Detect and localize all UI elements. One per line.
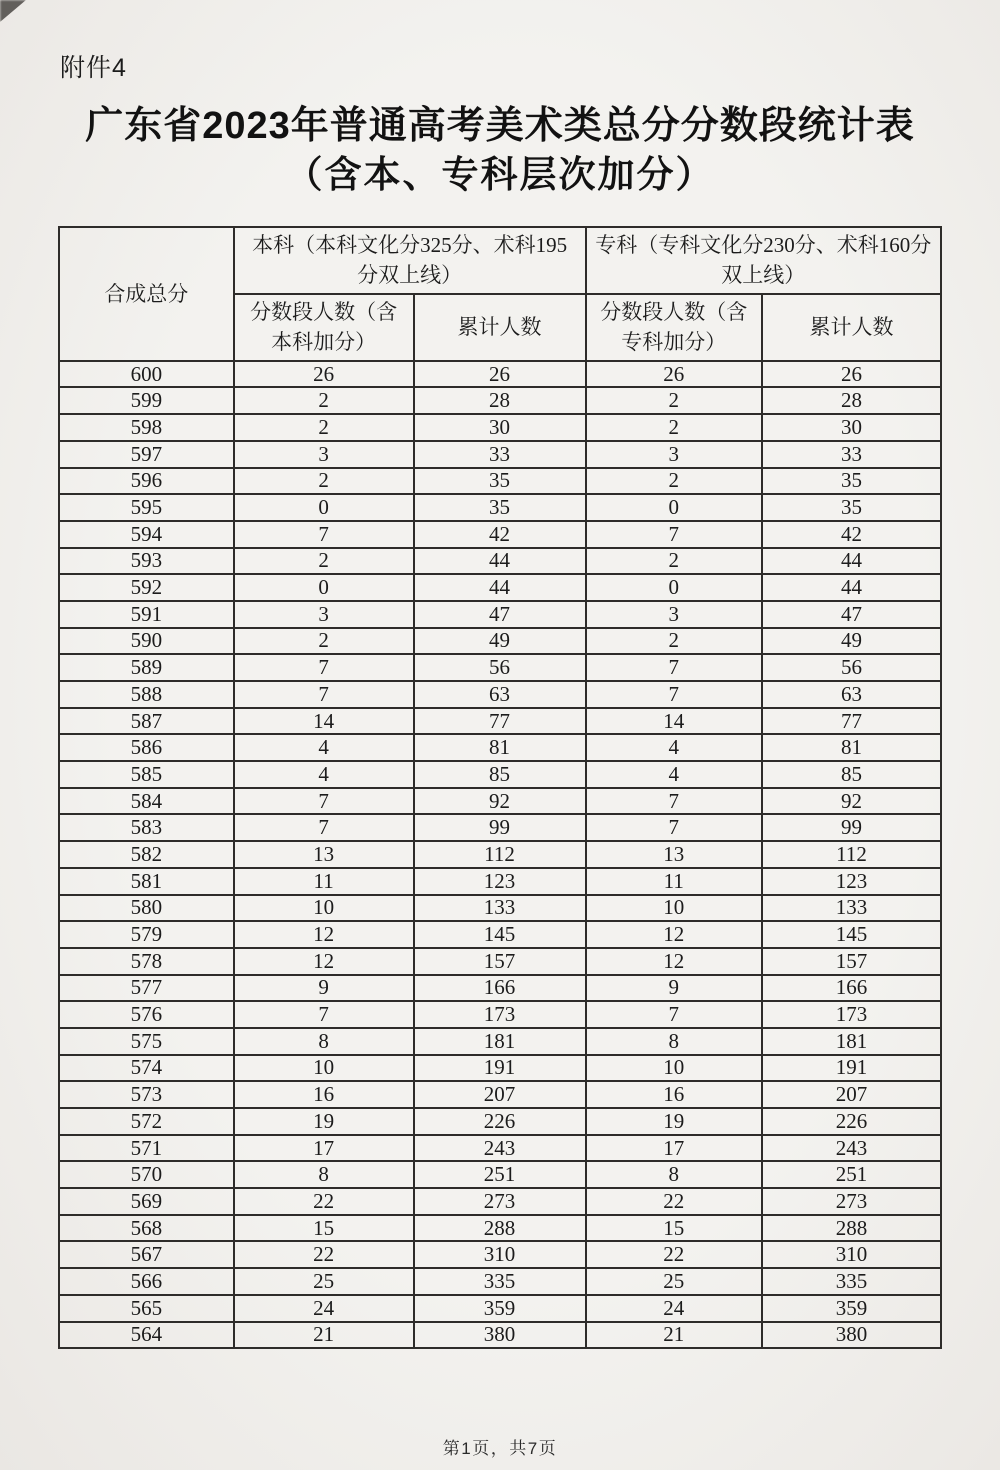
zhuanke-group-header: 专科（专科文化分230分、术科160分双上线） <box>586 227 941 294</box>
table-row <box>59 494 941 521</box>
composite-score-cell: 588 <box>59 681 234 708</box>
zhuanke-cumulative-cell: 173 <box>762 1001 941 1028</box>
benke-segment-count-cell: 7 <box>234 521 414 548</box>
benke-segment-count-cell: 7 <box>234 814 414 841</box>
benke-segment-count-cell: 22 <box>234 1241 414 1268</box>
table-row <box>59 681 941 708</box>
zhuanke-cumulative-cell: 81 <box>762 734 941 761</box>
zhuanke-segment-count-header: 分数段人数（含专科加分） <box>586 294 762 361</box>
zhuanke-segment-count-cell: 4 <box>586 734 762 761</box>
benke-segment-count-cell: 7 <box>234 1001 414 1028</box>
zhuanke-segment-count-cell: 10 <box>586 1055 762 1082</box>
score-table-header <box>59 227 941 361</box>
zhuanke-segment-count-cell: 2 <box>586 628 762 655</box>
benke-segment-count-cell: 2 <box>234 468 414 495</box>
benke-cumulative-cell: 191 <box>414 1055 586 1082</box>
benke-segment-count-cell: 14 <box>234 708 414 735</box>
zhuanke-cumulative-cell: 33 <box>762 441 941 468</box>
benke-cumulative-cell: 92 <box>414 788 586 815</box>
zhuanke-segment-count-cell: 9 <box>586 975 762 1002</box>
composite-score-cell: 594 <box>59 521 234 548</box>
score-table-body <box>59 361 941 1348</box>
benke-cumulative-cell: 133 <box>414 895 586 922</box>
benke-segment-count-cell: 15 <box>234 1215 414 1242</box>
zhuanke-segment-count-cell: 8 <box>586 1028 762 1055</box>
table-row <box>59 1001 941 1028</box>
zhuanke-cumulative-cell: 77 <box>762 708 941 735</box>
table-row <box>59 1081 941 1108</box>
composite-score-cell: 583 <box>59 814 234 841</box>
benke-segment-count-cell: 7 <box>234 681 414 708</box>
zhuanke-cumulative-cell: 145 <box>762 921 941 948</box>
table-row <box>59 1188 941 1215</box>
group-header-row <box>59 227 941 294</box>
benke-segment-count-cell: 17 <box>234 1135 414 1162</box>
benke-cumulative-cell: 99 <box>414 814 586 841</box>
benke-cumulative-cell: 47 <box>414 601 586 628</box>
benke-cumulative-cell: 28 <box>414 387 586 414</box>
benke-cumulative-cell: 166 <box>414 975 586 1002</box>
benke-cumulative-cell: 81 <box>414 734 586 761</box>
page-number-footer: 第1页，共7页 <box>442 1439 558 1458</box>
zhuanke-segment-count-cell: 2 <box>586 414 762 441</box>
benke-cumulative-cell: 207 <box>414 1081 586 1108</box>
benke-segment-count-cell: 10 <box>234 1055 414 1082</box>
zhuanke-segment-count-cell: 3 <box>586 441 762 468</box>
zhuanke-segment-count-cell: 8 <box>586 1161 762 1188</box>
composite-score-cell: 574 <box>59 1055 234 1082</box>
table-row <box>59 1295 941 1322</box>
table-row <box>59 574 941 601</box>
zhuanke-segment-count-cell: 13 <box>586 841 762 868</box>
table-row <box>59 975 941 1002</box>
zhuanke-segment-count-cell: 15 <box>586 1215 762 1242</box>
table-row <box>59 1241 941 1268</box>
composite-score-cell: 575 <box>59 1028 234 1055</box>
benke-segment-count-cell: 3 <box>234 441 414 468</box>
composite-score-cell: 565 <box>59 1295 234 1322</box>
table-row <box>59 1028 941 1055</box>
composite-score-cell: 573 <box>59 1081 234 1108</box>
table-row <box>59 734 941 761</box>
composite-score-cell: 579 <box>59 921 234 948</box>
table-row <box>59 868 941 895</box>
zhuanke-segment-count-cell: 17 <box>586 1135 762 1162</box>
zhuanke-cumulative-cell: 166 <box>762 975 941 1002</box>
table-row <box>59 921 941 948</box>
benke-segment-count-cell: 4 <box>234 761 414 788</box>
table-row <box>59 601 941 628</box>
composite-score-cell: 596 <box>59 468 234 495</box>
table-row <box>59 895 941 922</box>
zhuanke-segment-count-cell: 3 <box>586 601 762 628</box>
benke-group-header: 本科（本科文化分325分、术科195分双上线） <box>234 227 586 294</box>
benke-segment-count-cell: 0 <box>234 574 414 601</box>
benke-cumulative-cell: 273 <box>414 1188 586 1215</box>
benke-segment-count-cell: 22 <box>234 1188 414 1215</box>
benke-segment-count-cell: 7 <box>234 788 414 815</box>
composite-score-cell: 584 <box>59 788 234 815</box>
table-row <box>59 654 941 681</box>
zhuanke-cumulative-cell: 226 <box>762 1108 941 1135</box>
benke-cumulative-cell: 310 <box>414 1241 586 1268</box>
table-row <box>59 1161 941 1188</box>
composite-score-cell: 589 <box>59 654 234 681</box>
benke-cumulative-cell: 44 <box>414 548 586 575</box>
benke-segment-count-cell: 4 <box>234 734 414 761</box>
composite-score-cell: 580 <box>59 895 234 922</box>
zhuanke-cumulative-cell: 123 <box>762 868 941 895</box>
zhuanke-cumulative-cell: 47 <box>762 601 941 628</box>
table-row <box>59 708 941 735</box>
zhuanke-cumulative-cell: 56 <box>762 654 941 681</box>
zhuanke-cumulative-cell: 26 <box>762 361 941 388</box>
composite-score-cell: 593 <box>59 548 234 575</box>
zhuanke-cumulative-header: 累计人数 <box>762 294 941 361</box>
zhuanke-cumulative-cell: 273 <box>762 1188 941 1215</box>
benke-segment-count-cell: 16 <box>234 1081 414 1108</box>
table-row <box>59 387 941 414</box>
composite-score-cell: 567 <box>59 1241 234 1268</box>
title-line-2: （含本、专科层次加分） <box>285 153 715 195</box>
zhuanke-segment-count-cell: 24 <box>586 1295 762 1322</box>
zhuanke-cumulative-cell: 85 <box>762 761 941 788</box>
composite-score-cell: 569 <box>59 1188 234 1215</box>
benke-cumulative-cell: 33 <box>414 441 586 468</box>
composite-score-cell: 585 <box>59 761 234 788</box>
composite-score-cell: 590 <box>59 628 234 655</box>
zhuanke-segment-count-cell: 7 <box>586 681 762 708</box>
zhuanke-segment-count-cell: 4 <box>586 761 762 788</box>
table-row <box>59 814 941 841</box>
zhuanke-cumulative-cell: 191 <box>762 1055 941 1082</box>
table-row <box>59 1215 941 1242</box>
table-row <box>59 1268 941 1295</box>
benke-segment-count-cell: 2 <box>234 387 414 414</box>
benke-segment-count-cell: 12 <box>234 948 414 975</box>
benke-cumulative-cell: 157 <box>414 948 586 975</box>
zhuanke-cumulative-cell: 157 <box>762 948 941 975</box>
composite-score-cell: 578 <box>59 948 234 975</box>
composite-score-cell: 566 <box>59 1268 234 1295</box>
benke-cumulative-cell: 30 <box>414 414 586 441</box>
zhuanke-cumulative-cell: 44 <box>762 574 941 601</box>
zhuanke-segment-count-cell: 12 <box>586 948 762 975</box>
benke-cumulative-cell: 26 <box>414 361 586 388</box>
zhuanke-cumulative-cell: 112 <box>762 841 941 868</box>
zhuanke-segment-count-cell: 0 <box>586 574 762 601</box>
benke-segment-count-cell: 9 <box>234 975 414 1002</box>
composite-score-cell: 587 <box>59 708 234 735</box>
table-row <box>59 948 941 975</box>
table-row <box>59 1322 941 1349</box>
zhuanke-cumulative-cell: 359 <box>762 1295 941 1322</box>
benke-segment-count-cell: 12 <box>234 921 414 948</box>
table-row <box>59 1055 941 1082</box>
zhuanke-segment-count-cell: 2 <box>586 387 762 414</box>
table-row <box>59 628 941 655</box>
composite-score-cell: 598 <box>59 414 234 441</box>
composite-score-cell: 600 <box>59 361 234 388</box>
composite-score-cell: 577 <box>59 975 234 1002</box>
zhuanke-cumulative-cell: 63 <box>762 681 941 708</box>
benke-cumulative-cell: 380 <box>414 1322 586 1349</box>
attachment-label: 附件4 <box>60 54 127 82</box>
composite-score-cell: 599 <box>59 387 234 414</box>
scan-corner-artifact <box>0 0 26 22</box>
table-row <box>59 361 941 388</box>
corner-header-cell: 合成总分 <box>59 227 234 361</box>
benke-cumulative-header: 累计人数 <box>414 294 586 361</box>
composite-score-cell: 591 <box>59 601 234 628</box>
benke-segment-count-header: 分数段人数（含本科加分） <box>234 294 414 361</box>
zhuanke-segment-count-cell: 0 <box>586 494 762 521</box>
zhuanke-segment-count-cell: 25 <box>586 1268 762 1295</box>
benke-cumulative-cell: 145 <box>414 921 586 948</box>
table-row <box>59 414 941 441</box>
zhuanke-segment-count-cell: 26 <box>586 361 762 388</box>
zhuanke-cumulative-cell: 380 <box>762 1322 941 1349</box>
benke-segment-count-cell: 25 <box>234 1268 414 1295</box>
benke-cumulative-cell: 77 <box>414 708 586 735</box>
composite-score-cell: 570 <box>59 1161 234 1188</box>
composite-score-cell: 564 <box>59 1322 234 1349</box>
benke-cumulative-cell: 63 <box>414 681 586 708</box>
composite-score-cell: 576 <box>59 1001 234 1028</box>
table-row <box>59 841 941 868</box>
table-row <box>59 521 941 548</box>
benke-cumulative-cell: 35 <box>414 468 586 495</box>
table-row <box>59 548 941 575</box>
benke-cumulative-cell: 359 <box>414 1295 586 1322</box>
benke-cumulative-cell: 85 <box>414 761 586 788</box>
table-row <box>59 761 941 788</box>
zhuanke-cumulative-cell: 251 <box>762 1161 941 1188</box>
benke-cumulative-cell: 243 <box>414 1135 586 1162</box>
benke-segment-count-cell: 13 <box>234 841 414 868</box>
benke-segment-count-cell: 24 <box>234 1295 414 1322</box>
zhuanke-segment-count-cell: 11 <box>586 868 762 895</box>
benke-segment-count-cell: 11 <box>234 868 414 895</box>
zhuanke-segment-count-cell: 22 <box>586 1241 762 1268</box>
zhuanke-cumulative-cell: 30 <box>762 414 941 441</box>
benke-segment-count-cell: 21 <box>234 1322 414 1349</box>
zhuanke-segment-count-cell: 16 <box>586 1081 762 1108</box>
table-row <box>59 788 941 815</box>
composite-score-cell: 586 <box>59 734 234 761</box>
zhuanke-cumulative-cell: 35 <box>762 494 941 521</box>
composite-score-cell: 571 <box>59 1135 234 1162</box>
benke-cumulative-cell: 288 <box>414 1215 586 1242</box>
title-line-1: 广东省2023年普通高考美术类总分分数段统计表 <box>85 105 915 147</box>
zhuanke-cumulative-cell: 49 <box>762 628 941 655</box>
benke-cumulative-cell: 49 <box>414 628 586 655</box>
benke-segment-count-cell: 8 <box>234 1161 414 1188</box>
benke-segment-count-cell: 26 <box>234 361 414 388</box>
zhuanke-cumulative-cell: 133 <box>762 895 941 922</box>
table-row <box>59 1108 941 1135</box>
zhuanke-cumulative-cell: 92 <box>762 788 941 815</box>
benke-segment-count-cell: 10 <box>234 895 414 922</box>
composite-score-cell: 595 <box>59 494 234 521</box>
zhuanke-segment-count-cell: 7 <box>586 788 762 815</box>
zhuanke-segment-count-cell: 21 <box>586 1322 762 1349</box>
table-row <box>59 1135 941 1162</box>
benke-segment-count-cell: 3 <box>234 601 414 628</box>
benke-cumulative-cell: 251 <box>414 1161 586 1188</box>
zhuanke-cumulative-cell: 42 <box>762 521 941 548</box>
zhuanke-segment-count-cell: 7 <box>586 1001 762 1028</box>
composite-score-cell: 581 <box>59 868 234 895</box>
zhuanke-segment-count-cell: 19 <box>586 1108 762 1135</box>
benke-cumulative-cell: 56 <box>414 654 586 681</box>
zhuanke-segment-count-cell: 12 <box>586 921 762 948</box>
zhuanke-cumulative-cell: 243 <box>762 1135 941 1162</box>
composite-score-cell: 597 <box>59 441 234 468</box>
benke-cumulative-cell: 35 <box>414 494 586 521</box>
zhuanke-segment-count-cell: 7 <box>586 654 762 681</box>
page-title <box>0 103 1000 199</box>
composite-score-cell: 592 <box>59 574 234 601</box>
table-row <box>59 468 941 495</box>
zhuanke-cumulative-cell: 207 <box>762 1081 941 1108</box>
score-table <box>58 226 942 1349</box>
zhuanke-segment-count-cell: 2 <box>586 548 762 575</box>
composite-score-cell: 582 <box>59 841 234 868</box>
zhuanke-segment-count-cell: 2 <box>586 468 762 495</box>
benke-cumulative-cell: 226 <box>414 1108 586 1135</box>
benke-segment-count-cell: 2 <box>234 548 414 575</box>
zhuanke-cumulative-cell: 288 <box>762 1215 941 1242</box>
benke-cumulative-cell: 112 <box>414 841 586 868</box>
zhuanke-segment-count-cell: 14 <box>586 708 762 735</box>
benke-segment-count-cell: 2 <box>234 414 414 441</box>
zhuanke-cumulative-cell: 99 <box>762 814 941 841</box>
benke-cumulative-cell: 42 <box>414 521 586 548</box>
zhuanke-segment-count-cell: 7 <box>586 814 762 841</box>
benke-cumulative-cell: 44 <box>414 574 586 601</box>
zhuanke-cumulative-cell: 44 <box>762 548 941 575</box>
zhuanke-segment-count-cell: 10 <box>586 895 762 922</box>
zhuanke-cumulative-cell: 28 <box>762 387 941 414</box>
zhuanke-cumulative-cell: 310 <box>762 1241 941 1268</box>
benke-cumulative-cell: 123 <box>414 868 586 895</box>
zhuanke-cumulative-cell: 181 <box>762 1028 941 1055</box>
composite-score-cell: 568 <box>59 1215 234 1242</box>
benke-cumulative-cell: 335 <box>414 1268 586 1295</box>
benke-segment-count-cell: 8 <box>234 1028 414 1055</box>
benke-segment-count-cell: 2 <box>234 628 414 655</box>
benke-segment-count-cell: 19 <box>234 1108 414 1135</box>
benke-cumulative-cell: 181 <box>414 1028 586 1055</box>
table-row <box>59 441 941 468</box>
benke-cumulative-cell: 173 <box>414 1001 586 1028</box>
benke-segment-count-cell: 7 <box>234 654 414 681</box>
zhuanke-cumulative-cell: 335 <box>762 1268 941 1295</box>
zhuanke-cumulative-cell: 35 <box>762 468 941 495</box>
zhuanke-segment-count-cell: 22 <box>586 1188 762 1215</box>
zhuanke-segment-count-cell: 7 <box>586 521 762 548</box>
benke-segment-count-cell: 0 <box>234 494 414 521</box>
composite-score-cell: 572 <box>59 1108 234 1135</box>
